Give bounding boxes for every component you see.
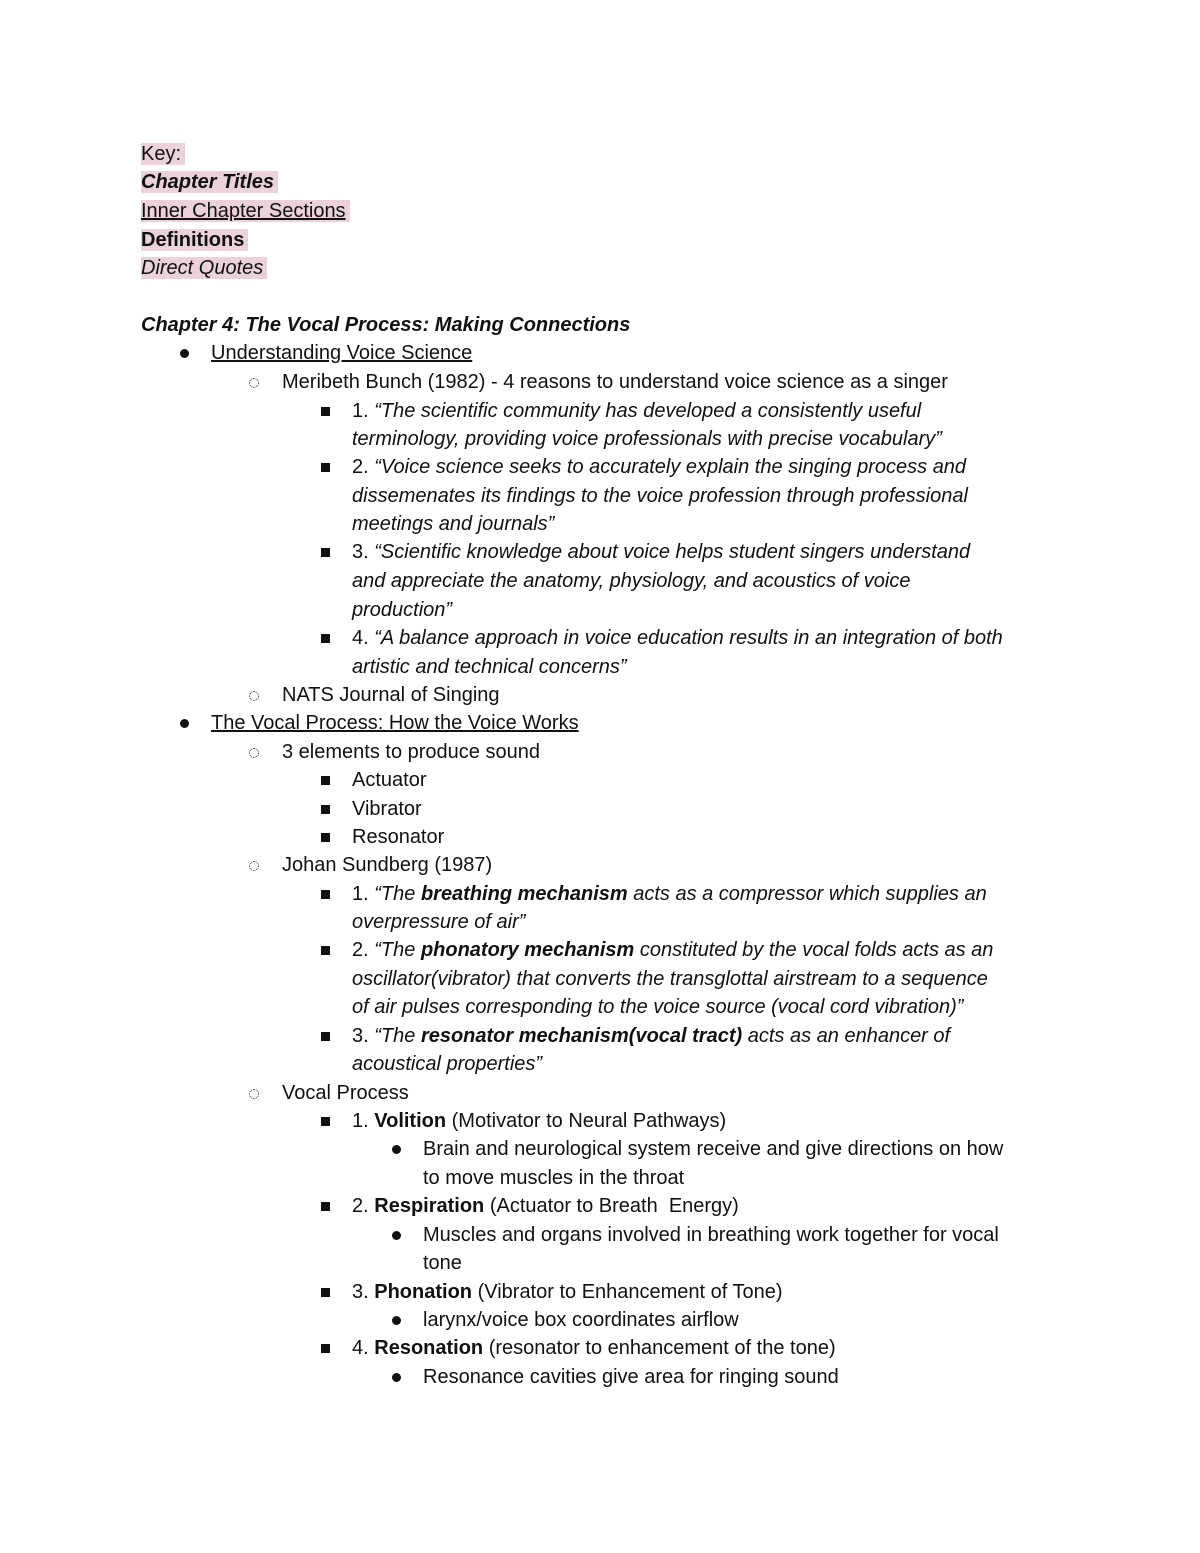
definition-term: phonatory mechanism — [420, 939, 635, 961]
bullet-dot-icon — [388, 1136, 404, 1162]
bullet-square-icon — [317, 1193, 333, 1219]
reason-1-line-2: terminology, providing voice professionals with precise vocabulary” — [352, 428, 942, 450]
bullet-square-icon — [317, 767, 333, 793]
bullet-square-icon — [317, 1335, 333, 1361]
reason-3-line-1: 3. “Scientific knowledge about voice helps student singers understand — [352, 541, 971, 563]
list-item-vocal-process: Vocal Process — [282, 1082, 409, 1104]
key-chapter-titles-line — [141, 169, 278, 195]
list-item-nats: NATS Journal of Singing — [282, 684, 500, 706]
sundberg-2-line-1: 2. “The phonatory mechanism constituted by the vocal folds acts as an — [352, 939, 994, 961]
key-label: Key: — [141, 143, 185, 165]
definition-term: breathing mechanism — [420, 883, 628, 905]
key-definitions-line — [141, 227, 248, 253]
sundberg-3-line-2: acoustical properties” — [352, 1053, 543, 1075]
bullet-square-icon — [317, 539, 333, 565]
volition-detail-line-1: Brain and neurological system receive and give directions on how — [423, 1138, 1004, 1160]
resonation-detail: Resonance cavities give area for ringing sound — [423, 1366, 839, 1388]
process-phonation: 3. Phonation (Vibrator to Enhancement of Tone) — [352, 1281, 783, 1303]
key-chapter-titles: Chapter Titles — [141, 171, 278, 193]
bullet-square-icon — [317, 625, 333, 651]
bullet-square-icon — [317, 1279, 333, 1305]
bullet-square-icon — [317, 454, 333, 480]
bullet-dot-icon — [176, 340, 192, 366]
reason-3-line-3: production” — [352, 599, 453, 621]
chapter-title: Chapter 4: The Vocal Process: Making Connections — [141, 314, 631, 336]
key-inner-sections: Inner Chapter Sections — [141, 200, 350, 222]
bullet-square-icon — [317, 937, 333, 963]
key-direct-quotes-line — [141, 255, 267, 281]
sundberg-1-line-2: overpressure of air” — [352, 911, 526, 933]
bullet-dot-icon — [388, 1364, 404, 1390]
sundberg-2-line-2: oscillator(vibrator) that converts the transglottal airstream to a sequence — [352, 968, 988, 990]
reason-4-line-1: 4. “A balance approach in voice education results in an integration of both — [352, 627, 1003, 649]
definition-term: Volition — [374, 1110, 447, 1132]
sundberg-2-line-3: of air pulses corresponding to the voice source (vocal cord vibration)” — [352, 996, 964, 1018]
list-item-bunch: Meribeth Bunch (1982) - 4 reasons to understand voice science as a singer — [282, 371, 948, 393]
bullet-circle-icon — [246, 682, 262, 708]
bullet-circle-icon — [246, 852, 262, 878]
list-item-resonator: Resonator — [352, 826, 445, 848]
bullet-square-icon — [317, 398, 333, 424]
reason-4-line-2: artistic and technical concerns” — [352, 656, 627, 678]
respiration-detail-line-1: Muscles and organs involved in breathing work together for vocal — [423, 1224, 999, 1246]
bullet-dot-icon — [388, 1307, 404, 1333]
bullet-square-icon — [317, 796, 333, 822]
reason-2-line-3: meetings and journals” — [352, 513, 555, 535]
definition-term: Phonation — [374, 1281, 473, 1303]
bullet-square-icon — [317, 824, 333, 850]
list-item-elements: 3 elements to produce sound — [282, 741, 540, 763]
sundberg-3-line-1: 3. “The resonator mechanism(vocal tract) acts as an enhancer of — [352, 1025, 951, 1047]
reason-1-line-1: 1. “The scientific community has developed a consistently useful — [352, 400, 922, 422]
reason-3-line-2: and appreciate the anatomy, physiology, and acoustics of voice — [352, 570, 911, 592]
bullet-dot-icon — [388, 1222, 404, 1248]
section-title-vocal-process: The Vocal Process: How the Voice Works — [211, 712, 579, 734]
key-label-line — [141, 141, 185, 167]
bullet-square-icon — [317, 881, 333, 907]
bullet-circle-icon — [246, 1080, 262, 1106]
reason-2-line-1: 2. “Voice science seeks to accurately explain the singing process and — [352, 456, 967, 478]
volition-detail-line-2: to move muscles in the throat — [423, 1167, 685, 1189]
phonation-detail: larynx/voice box coordinates airflow — [423, 1309, 739, 1331]
definition-term: Resonation — [374, 1337, 484, 1359]
section-title-voice-science: Understanding Voice Science — [211, 342, 473, 364]
key-direct-quotes: Direct Quotes — [141, 257, 267, 279]
bullet-square-icon — [317, 1023, 333, 1049]
bullet-square-icon — [317, 1108, 333, 1134]
definition-term: resonator mechanism(vocal tract) — [420, 1025, 743, 1047]
bullet-dot-icon — [176, 710, 192, 736]
reason-2-line-2: dissemenates its findings to the voice profession through professional — [352, 485, 968, 507]
list-item-actuator: Actuator — [352, 769, 427, 791]
sundberg-1-line-1: 1. “The breathing mechanism acts as a compressor which supplies an — [352, 883, 987, 905]
bullet-circle-icon — [246, 739, 262, 765]
list-item-sundberg: Johan Sundberg (1987) — [282, 854, 493, 876]
key-definitions: Definitions — [141, 229, 248, 251]
process-respiration: 2. Respiration (Actuator to Breath Energy) — [352, 1195, 739, 1217]
process-resonation: 4. Resonation (resonator to enhancement of the tone) — [352, 1337, 836, 1359]
process-volition: 1. Volition (Motivator to Neural Pathways) — [352, 1110, 727, 1132]
respiration-detail-line-2: tone — [423, 1252, 462, 1274]
key-inner-sections-line — [141, 198, 350, 224]
definition-term: Respiration — [374, 1195, 485, 1217]
bullet-circle-icon — [246, 369, 262, 395]
list-item-vibrator: Vibrator — [352, 798, 422, 820]
